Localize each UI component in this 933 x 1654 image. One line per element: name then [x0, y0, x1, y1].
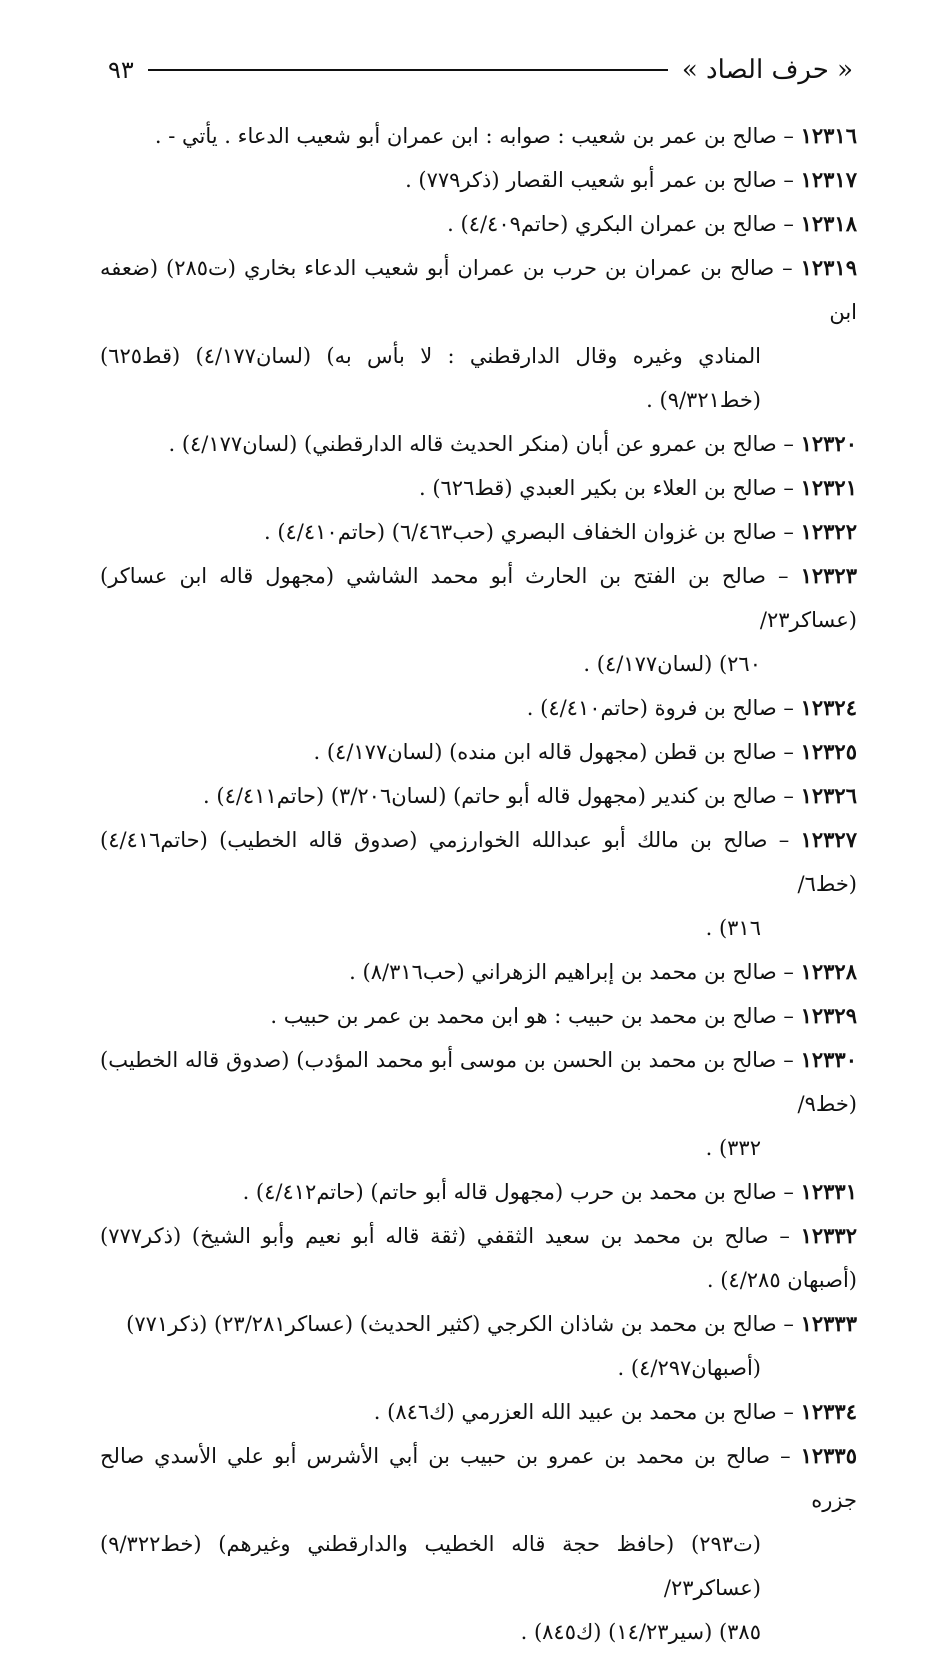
- entry-12327: ١٢٣٢٧ – صالح بن مالك أبو عبدالله الخوارزمي (صدوق قاله الخطيب) (حاتم٤/٤١٦) (خط٦/ ٣١٦) .: [100, 818, 857, 950]
- entry-number: ١٢٣٢٥: [800, 739, 857, 764]
- entry-number: ١٢٣٢٨: [800, 959, 857, 984]
- entry-text: صالح بن محمد بن شاذان الكرجي (كثير الحديث) (عساكر٢٣/٢٨١) (ذكر٧٧١): [126, 1312, 777, 1336]
- entry-continuation: (أصبهان٤/٢٩٧) .: [617, 1356, 761, 1380]
- entry-12332: ١٢٣٣٢ – صالح بن محمد بن سعيد الثقفي (ثقة قاله أبو نعيم وأبو الشيخ) (ذكر٧٧٧) (أصبهان ٤/٢٨٥) .: [100, 1223, 857, 1292]
- entry-number: ١٢٣٢٤: [800, 695, 857, 720]
- entry-12318: ١٢٣١٨ – صالح بن عمران البكري (حاتم٤/٤٠٩) .: [447, 211, 857, 236]
- entry-text: صالح بن عمر بن شعيب : صوابه : ابن عمران أبو شعيب الدعاء . يأتي - .: [154, 124, 777, 148]
- entry-number: ١٢٣٣١: [800, 1179, 857, 1204]
- entry-number: ١٢٣٢٧: [800, 827, 857, 852]
- entry-text: صالح بن عمر أبو شعيب القصار (ذكر٧٧٩) .: [405, 168, 777, 192]
- entry-12325: ١٢٣٢٥ – صالح بن قطن (مجهول قاله ابن منده) (لسان٤/١٧٧) .: [313, 739, 857, 764]
- entry-text: صالح بن كندير (مجهول قاله أبو حاتم) (لسان٣/٢٠٦) (حاتم٤/٤١١) .: [203, 784, 777, 808]
- entry-text: صالح بن محمد بن عبيد الله العزرمي (ك٨٤٦) .: [373, 1400, 777, 1424]
- entry-number: ١٢٣٢١: [800, 475, 857, 500]
- entry-text: صالح بن محمد بن حبيب : هو ابن محمد بن عمر بن حبيب .: [270, 1004, 777, 1028]
- entry-text: صالح بن محمد بن إبراهيم الزهراني (حب٨/٣١٦) .: [349, 960, 777, 984]
- entry-12326: ١٢٣٢٦ – صالح بن كندير (مجهول قاله أبو حاتم) (لسان٣/٢٠٦) (حاتم٤/٤١١) .: [203, 783, 857, 808]
- entry-number: ١٢٣٢٩: [800, 1003, 857, 1028]
- entry-12323: ١٢٣٢٣ – صالح بن الفتح بن الحارث أبو محمد الشاشي (مجهول قاله ابن عساكر) (عساكر٢٣/ ٢٦٠) (لسان٤/١٧٧) .: [100, 554, 857, 686]
- header-rule: [148, 69, 668, 71]
- entry-continuation: (ت٢٩٣) (حافظ حجة قاله الخطيب والدارقطني وغيرهم) (خط٩/٣٢٢) (عساكر٢٣/: [100, 1532, 761, 1600]
- page-header: [108, 52, 853, 88]
- entry-number: ١٢٣٣٣: [800, 1311, 857, 1336]
- entry-continuation: ٣٣٢) .: [705, 1136, 761, 1160]
- entry-number: ١٢٣٢٣: [800, 563, 857, 588]
- entry-continuation: ٣١٦) .: [705, 916, 761, 940]
- entry-text: صالح بن عمران البكري (حاتم٤/٤٠٩) .: [447, 212, 777, 236]
- entry-12334: ١٢٣٣٤ – صالح بن محمد بن عبيد الله العزرمي (ك٨٤٦) .: [373, 1399, 857, 1424]
- entry-continuation: المنادي وغيره وقال الدارقطني : لا بأس به) (لسان٤/١٧٧) (قط٦٢٥) (خط٩/٣٢١) .: [100, 344, 761, 412]
- entry-text: صالح بن محمد بن عمرو بن حبيب بن أبي الأشرس أبو علي الأسدي صالح جزره: [100, 1444, 857, 1512]
- entry-12330: ١٢٣٣٠ – صالح بن محمد بن الحسن بن موسى أبو محمد المؤدب) (صدوق قاله الخطيب) (خط٩/ ٣٣٢) .: [100, 1038, 857, 1170]
- chapter-title: « حرف الصاد »: [681, 55, 853, 85]
- entry-number: ١٢٣٢٠: [800, 431, 857, 456]
- entry-number: ١٢٣٢٦: [800, 783, 857, 808]
- entry-continuation: ٣٨٥) (سير١٤/٢٣) (ك٨٤٥) .: [520, 1620, 761, 1644]
- entry-12328: ١٢٣٢٨ – صالح بن محمد بن إبراهيم الزهراني (حب٨/٣١٦) .: [349, 959, 857, 984]
- entry-12324: ١٢٣٢٤ – صالح بن فروة (حاتم٤/٤١٠) .: [526, 695, 857, 720]
- entry-number: ١٢٣٣٠: [800, 1047, 857, 1072]
- entry-text: صالح بن مالك أبو عبدالله الخوارزمي (صدوق قاله الخطيب) (حاتم٤/٤١٦) (خط٦/: [100, 828, 857, 896]
- entry-number: ١٢٣٣٤: [800, 1399, 857, 1424]
- entry-12333: ١٢٣٣٣ – صالح بن محمد بن شاذان الكرجي (كثير الحديث) (عساكر٢٣/٢٨١) (ذكر٧٧١) (أصبهان٤/٢٩٧) .: [100, 1302, 857, 1390]
- entry-list: [100, 114, 857, 1654]
- entry-number: ١٢٣٢٢: [800, 519, 857, 544]
- entry-text: صالح بن محمد بن حرب (مجهول قاله أبو حاتم) (حاتم٤/٤١٢) .: [242, 1180, 777, 1204]
- entry-number: ١٢٣١٦: [800, 123, 857, 148]
- entry-text: صالح بن محمد بن سعيد الثقفي (ثقة قاله أبو نعيم وأبو الشيخ) (ذكر٧٧٧) (أصبهان ٤/٢٨٥) .: [100, 1224, 857, 1292]
- entry-text: صالح بن عمران بن حرب بن عمران أبو شعيب الدعاء بخاري (ت٢٨٥) (ضعفه ابن: [100, 256, 857, 324]
- entry-number: ١٢٣١٧: [800, 167, 857, 192]
- entry-text: صالح بن قطن (مجهول قاله ابن منده) (لسان٤/١٧٧) .: [313, 740, 777, 764]
- entry-number: ١٢٣١٩: [800, 255, 857, 280]
- entry-12320: ١٢٣٢٠ – صالح بن عمرو عن أبان (منكر الحديث قاله الدارقطني) (لسان٤/١٧٧) .: [168, 431, 857, 456]
- entry-12319: ١٢٣١٩ – صالح بن عمران بن حرب بن عمران أبو شعيب الدعاء بخاري (ت٢٨٥) (ضعفه ابن المنادي وغيره وقال الدارقطني : لا بأس به) (لسان٤/١٧٧) (قط٦٢٥) (خط٩/٣٢١) .: [100, 246, 857, 422]
- entry-12322: ١٢٣٢٢ – صالح بن غزوان الخفاف البصري (حب٦/٤٦٣) (حاتم٤/٤١٠) .: [263, 519, 857, 544]
- entry-text: صالح بن الفتح بن الحارث أبو محمد الشاشي (مجهول قاله ابن عساكر) (عساكر٢٣/: [100, 564, 857, 632]
- entry-number: ١٢٣٣٢: [800, 1223, 857, 1248]
- entry-12316: ١٢٣١٦ – صالح بن عمر بن شعيب : صوابه : ابن عمران أبو شعيب الدعاء . يأتي - .: [154, 123, 857, 148]
- entry-text: صالح بن العلاء بن بكير العبدي (قط٦٢٦) .: [418, 476, 777, 500]
- entry-12317: ١٢٣١٧ – صالح بن عمر أبو شعيب القصار (ذكر٧٧٩) .: [405, 167, 857, 192]
- entry-text: صالح بن غزوان الخفاف البصري (حب٦/٤٦٣) (حاتم٤/٤١٠) .: [263, 520, 777, 544]
- entry-continuation: ٢٦٠) (لسان٤/١٧٧) .: [583, 652, 761, 676]
- entry-text: صالح بن عمرو عن أبان (منكر الحديث قاله الدارقطني) (لسان٤/١٧٧) .: [168, 432, 777, 456]
- entry-12335: ١٢٣٣٥ – صالح بن محمد بن عمرو بن حبيب بن أبي الأشرس أبو علي الأسدي صالح جزره (ت٢٩٣) (حافظ حجة قاله الخطيب والدارقطني وغيرهم) (خط٩/٣٢٢) (عساكر٢٣/ ٣٨٥) (سير١٤/٢٣) (ك٨٤٥) .: [100, 1434, 857, 1654]
- entry-12321: ١٢٣٢١ – صالح بن العلاء بن بكير العبدي (قط٦٢٦) .: [418, 475, 857, 500]
- entry-12331: ١٢٣٣١ – صالح بن محمد بن حرب (مجهول قاله أبو حاتم) (حاتم٤/٤١٢) .: [242, 1179, 857, 1204]
- entry-number: ١٢٣١٨: [800, 211, 857, 236]
- entry-number: ١٢٣٣٥: [800, 1443, 857, 1468]
- entry-text: صالح بن محمد بن الحسن بن موسى أبو محمد المؤدب) (صدوق قاله الخطيب) (خط٩/: [100, 1048, 857, 1116]
- entry-text: صالح بن فروة (حاتم٤/٤١٠) .: [526, 696, 777, 720]
- entry-12329: ١٢٣٢٩ – صالح بن محمد بن حبيب : هو ابن محمد بن عمر بن حبيب .: [270, 1003, 857, 1028]
- page-number: ٩٣: [108, 56, 134, 84]
